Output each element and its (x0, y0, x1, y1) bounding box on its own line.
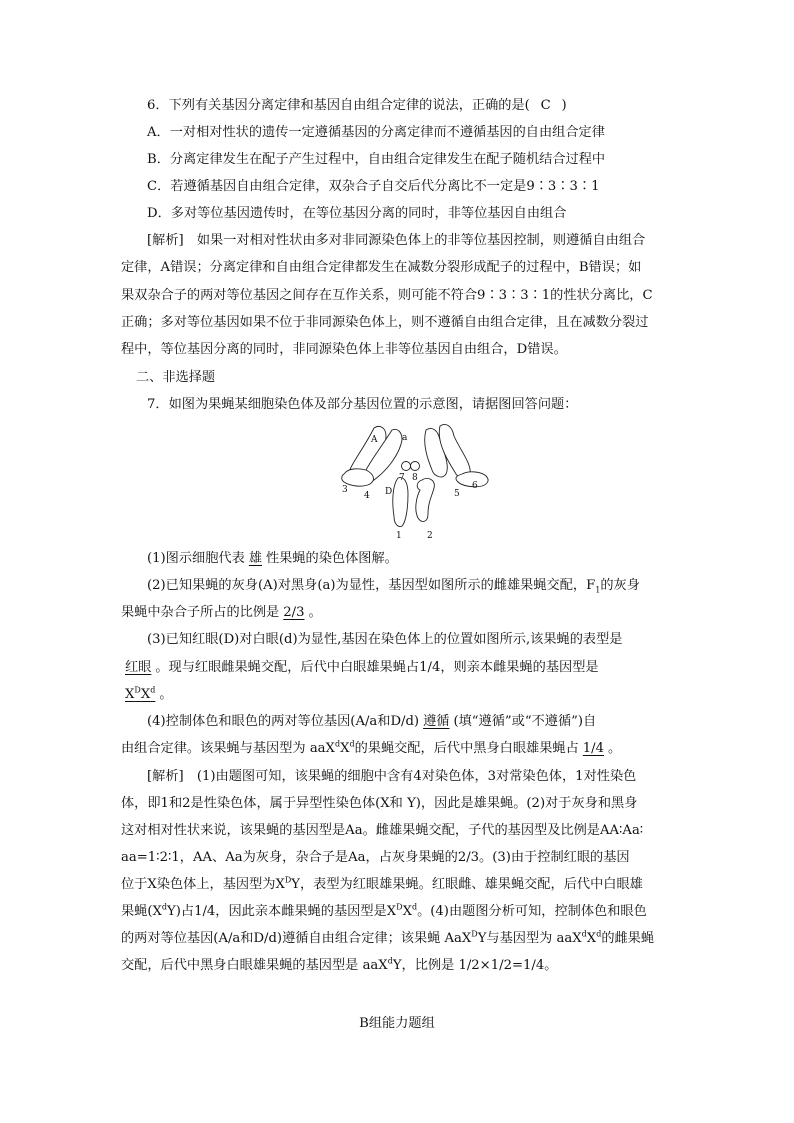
question-7-part-2-line-1 (147, 577, 640, 595)
text-span: 位于X染色体上，基因型为X (121, 877, 285, 892)
text-span: 的雌果蝇 (601, 931, 655, 946)
question-6-analysis-line: 定律，A错误；分离定律和自由组合定律都发生在减数分裂形成配子的过程中，B错误；如 (121, 260, 642, 275)
label-6: 6 (472, 481, 478, 491)
text-span: X (402, 904, 412, 919)
text-span: 性果蝇的染色体图解。 (266, 551, 398, 566)
chromosome-diagram (336, 418, 496, 542)
question-6-option-b: B．分离定律发生在配子产生过程中，自由组合定律发生在配子随机结合过程中 (147, 152, 606, 167)
question-7-stem: 7．如图为果蝇某细胞染色体及部分基因位置的示意图，请据图回答问题： (147, 397, 578, 412)
text-span: X (340, 741, 350, 756)
question-7-analysis-line: 体，即1和2是性染色体，属于异型性染色体(X和 Y)，因此是雄果蝇。(2)对于灰身和黑身 (121, 796, 638, 811)
label-2: 2 (427, 531, 433, 541)
label-1: 1 (396, 531, 402, 541)
section-title-non-choice: 二、非选择题 (136, 370, 216, 385)
superscript: d (161, 902, 168, 912)
section-title-group-b: B组能力题组 (359, 1016, 435, 1031)
question-7-part-4-line-2 (121, 740, 621, 758)
question-7-part-3-line-3 (121, 686, 173, 704)
text-span: (2)已知果蝇的灰身(A)对黑身(a)为显性，基因型如图所示的雌雄果蝇交配，F (147, 578, 596, 593)
text-span: 的两对等位基因(A/a和D/d)遵循自由组合定律；该果蝇 AaX (121, 931, 472, 946)
question-6-option-a: A．一对相对性状的遗传一定遵循基因的分离定律而不遵循基因的自由组合定律 (147, 125, 605, 140)
question-7-part-4-line-1 (147, 713, 596, 731)
question-7-part-2-line-2 (121, 604, 322, 622)
text-span: 交配，后代中黑身白眼雄果蝇的基因型是 aaX (121, 958, 388, 973)
question-6-analysis-line: [解析] 如果一对相对性状由多对非同源染色体上的非等位基因控制，则遵循自由组合 (147, 233, 646, 248)
text-span: (填“遵循”或“不遵循”)自 (453, 714, 597, 729)
text-span: Y，表型为红眼雄果蝇。红眼雌、雄果蝇交配，后代中白眼雄 (291, 877, 643, 892)
label-5: 5 (454, 489, 460, 499)
question-7-analysis-line: 这对相对性状来说，该果蝇的基因型是Aa。雌雄果蝇交配，子代的基因型及比例是AA∶Aa∶ (121, 823, 644, 838)
question-7-analysis-line: aa=1∶2∶1，AA、Aa为灰身，杂合子是Aa，占灰身果蝇的2/3。(3)由于控制红眼的基因 (121, 850, 630, 865)
text-span: (4)控制体色和眼色的两对等位基因(A/a和D/d) (147, 714, 420, 729)
chromosome-8 (411, 462, 420, 471)
superscript: D (284, 875, 292, 885)
text-span: X (586, 931, 597, 946)
superscript: d (387, 956, 393, 966)
text-span: 果蝇中杂合子所占的比例是 (121, 605, 280, 620)
question-7-part-1 (147, 550, 398, 568)
question-7-part-3-line-2 (121, 659, 599, 677)
label-7: 7 (399, 473, 405, 483)
text-span: 。 (159, 687, 173, 702)
chromosome-3 (342, 469, 374, 486)
question-7-analysis-line (121, 876, 643, 894)
text-span: 的果蝇交配，后代中黑身白眼雄果蝇占 (354, 741, 579, 756)
chromosome-1 (393, 478, 408, 527)
question-6-analysis-line: 正确；多对等位基因如果不位于非同源染色体上，则不遵循自由组合定律，且在减数分裂过 (121, 315, 649, 330)
label-8: 8 (412, 473, 418, 483)
question-7-part-3-line-1: (3)已知红眼(D)对白眼(d)为显性,基因在染色体上的位置如图所示,该果蝇的表型是 (147, 632, 623, 647)
text-span: Y，比例是 1/2×1/2=1/4。 (392, 958, 558, 973)
text-span: 。现与红眼雌果蝇交配，后代中白眼雄果蝇占1/4，则亲本雌果蝇的基因型是 (155, 660, 599, 675)
answer-blank: 遵循 (423, 714, 450, 729)
label-A: A (371, 435, 378, 445)
label-a: a (402, 433, 408, 443)
question-6-stem: 6．下列有关基因分离定律和基因自由组合定律的说法，正确的是( C ) (147, 98, 567, 113)
superscript: d (150, 685, 156, 695)
text-span: 。 (308, 605, 322, 620)
superscript: d (581, 929, 587, 939)
text-span: Y)占1/4，因此亲本雌果蝇的基因型是X (167, 904, 397, 919)
chromosome-7 (402, 462, 411, 471)
text-span: 的灰身 (600, 578, 640, 593)
question-7-analysis-line (121, 930, 654, 948)
superscript: d (596, 929, 602, 939)
label-4: 4 (364, 491, 370, 501)
text-span: 由组合定律。该果蝇与基因型为 aaX (121, 741, 335, 756)
superscript: D (134, 685, 141, 695)
label-D: D (385, 487, 393, 497)
answer-blank (121, 687, 159, 702)
text-span: 果蝇(X (121, 904, 162, 919)
question-7-analysis-line (121, 903, 647, 921)
answer-blank: 1/4 (582, 741, 604, 756)
answer-blank: 红眼 (125, 660, 152, 675)
question-7-analysis-line: [解析] (1)由题图可知，该果蝇的细胞中含有4对染色体，3对常染色体，1对性染色 (147, 769, 637, 784)
chromosome-2 (416, 478, 434, 521)
label-3: 3 (342, 485, 348, 495)
question-6-analysis-line: 程中，等位基因分离的同时，非同源染色体上非等位基因自由组合，D错误。 (121, 342, 567, 357)
answer-blank: 2/3 (283, 605, 305, 620)
question-6-analysis-line: 果双杂合子的两对等位基因之间存在互作关系，则可能不符合9∶3∶3∶1的性状分离比，C (121, 288, 653, 303)
text-span: Y与基因型为 aaX (477, 931, 582, 946)
answer-blank: 雄 (248, 551, 262, 566)
superscript: D (396, 902, 403, 912)
text-span: 。 (608, 741, 622, 756)
text-span: 。(4)由题图分析可知，控制体色和眼色 (417, 904, 647, 919)
question-7-analysis-line (121, 957, 557, 975)
superscript: d (411, 902, 418, 912)
superscript: D (471, 929, 478, 939)
superscript: d (334, 739, 341, 749)
superscript: d (349, 739, 355, 749)
text-span: X (125, 687, 135, 702)
text-span: X (140, 687, 151, 702)
question-6-option-c: C．若遵循基因自由组合定律，双杂合子自交后代分离比不一定是9∶3∶3∶1 (147, 179, 600, 194)
text-span: (1)图示细胞代表 (147, 551, 245, 566)
question-6-option-d: D．多对等位基因遗传时，在等位基因分离的同时，非等位基因自由组合 (147, 206, 567, 221)
subscript: 1 (595, 585, 601, 595)
